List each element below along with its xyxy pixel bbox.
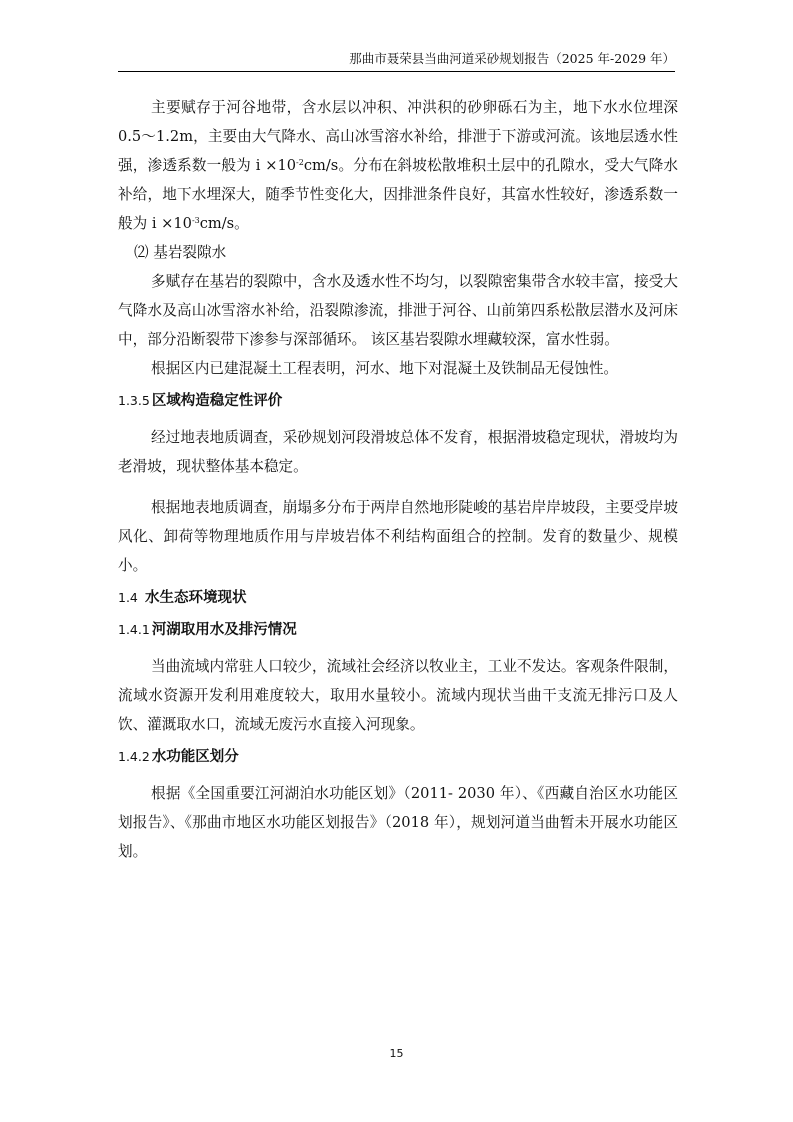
heading-1-4 <box>118 588 678 608</box>
paragraph-text: cm/s。分布在斜坡松散堆积土层中的孔隙水，受大气降水补给，地下水埋深大，随季节性变化大，因排泄条件良好，其富水性较好，渗透系数一般为 i ×10 <box>118 157 679 232</box>
heading-number: 1.3.5 <box>118 393 150 408</box>
heading-text: 区域构造稳定性评价 <box>151 393 283 409</box>
heading-text: 水生态环境现状 <box>144 590 247 606</box>
heading-1-3-5 <box>118 391 678 411</box>
paragraph-text: 主要赋存于河谷地带，含水层以冲积、冲洪积的砂卵砾石为主，地下水水位埋深 0.5～1.2m，主要由大气降水、高山冰雪溶水补给，排泄于下游或河流。该地层透水性强，渗透系数一般为 i ×10 <box>118 99 678 174</box>
subheading-bedrock-fissure-water: ⑵ 基岩裂隙水 <box>134 244 227 261</box>
page-header <box>118 49 675 72</box>
heading-number: 1.4.1 <box>118 622 150 637</box>
paragraph-landslide: 经过地表地质调查，采砂规划河段滑坡总体不发育，根据滑坡稳定现状，滑坡均为老滑坡，现状整体基本稳定。 <box>118 429 678 475</box>
exponent: -2 <box>296 158 304 167</box>
document-body <box>118 93 678 866</box>
heading-1-4-2 <box>118 747 678 767</box>
paragraph-collapse: 根据地表地质调查，崩塌多分布于两岸自然地形陡峻的基岩岸岸坡段，主要受岸坡风化、卸荷等物理地质作用与岸坡岩体不利结构面组合的控制。发育的数量少、规模小。 <box>118 499 678 574</box>
paragraph-corrosion: 根据区内已建混凝土工程表明，河水、地下对混凝土及铁制品无侵蚀性。 <box>151 360 619 377</box>
heading-number: 1.4.2 <box>118 749 150 764</box>
heading-text: 水功能区划分 <box>151 749 239 765</box>
paragraph-bedrock-fissure-water: 多赋存在基岩的裂隙中，含水及透水性不均匀，以裂隙密集带含水较丰富，接受大气降水及高山冰雪溶水补给，沿裂隙渗流，排泄于河谷、山前第四系松散层潜水及河床中，部分沿断裂带下渗参与深部循环。 该区基岩裂隙水埋藏较深，富水性弱。 <box>118 273 678 348</box>
heading-text: 河湖取用水及排污情况 <box>151 622 297 638</box>
exponent: -3 <box>191 216 200 225</box>
heading-number: 1.4 <box>118 590 138 605</box>
paragraph-pore-water <box>118 93 678 238</box>
paragraph-text: cm/s。 <box>199 215 249 232</box>
heading-1-4-1 <box>118 620 678 640</box>
page-footer <box>0 1047 793 1060</box>
paragraph-water-function-zoning: 根据《全国重要江河湖泊水功能区划》（2011- 2030 年）、《西藏自治区水功能区划报告》、《那曲市地区水功能区划报告》（2018 年），规划河道当曲暂未开展水功能区划。 <box>118 785 678 860</box>
header-title: 那曲市聂荣县当曲河道采砂规划报告（2025 年-2029 年） <box>349 51 675 66</box>
paragraph-water-use: 当曲流域内常驻人口较少，流域社会经济以牧业主，工业不发达。客观条件限制，流域水资源开发利用难度较大，取用水量较小。流域内现状当曲干支流无排污口及人饮、灌溉取水口，流域无废污水直接入河现象。 <box>118 658 678 733</box>
page-number: 15 <box>389 1047 404 1060</box>
